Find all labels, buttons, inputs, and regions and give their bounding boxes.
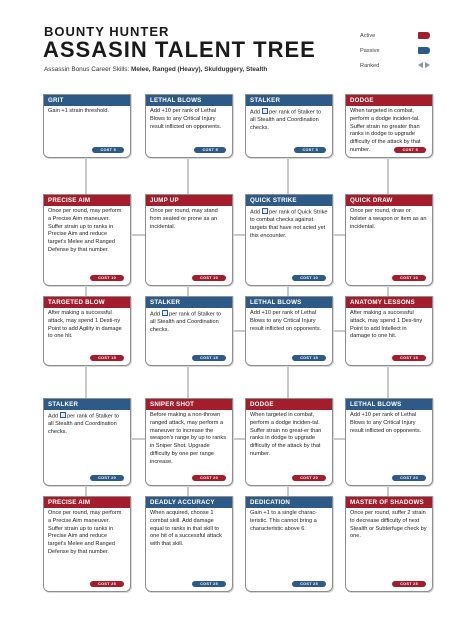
talent-cost-badge: COST 25: [392, 581, 426, 587]
talent-description: [246, 410, 332, 459]
talent-description: [146, 308, 232, 335]
talent-card-anatomy-lessons: [345, 296, 433, 366]
skills-value: Melee, Ranged (Heavy), Skulduggery, Stealth: [131, 66, 268, 73]
talent-card-stalker: [145, 296, 233, 366]
talent-description: [44, 106, 130, 116]
talent-card-dodge: [245, 398, 333, 486]
talent-cost-badge: COST 5: [92, 147, 124, 153]
connector-horizontal: [331, 234, 345, 236]
talent-card-dedication: [245, 496, 333, 592]
talent-text: Gain +1 to a single charac-teristic. This cannot bring a characteristic above 6.: [250, 510, 318, 532]
talent-title: STALKER: [44, 399, 130, 410]
connector-horizontal: [129, 438, 145, 440]
talent-text: Add +10 per rank of Lethal Blows to any Critical Injury result inflicted on opponents.: [350, 412, 422, 434]
talent-cost-badge: COST 10: [192, 275, 226, 281]
talent-title: GRIT: [44, 95, 130, 106]
talent-card-quick-draw: [345, 194, 433, 286]
connector-vertical: [387, 156, 389, 194]
talent-text: After making a successful attack, may spend 1 Desti-ny Point to add Agility in damage to one hit.: [48, 310, 122, 340]
talent-title: MASTER OF SHADOWS: [346, 497, 432, 508]
talent-text: Once per round, may perform a Precise Aim maneuver. Suffer strain up to ranks in Precise Aim and reduce target's Melee and Ranged Defense by that number.: [48, 208, 122, 254]
connector-vertical: [85, 156, 87, 194]
page-title: ASSASIN TALENT TREE: [43, 37, 316, 62]
talent-card-stalker: [245, 94, 333, 158]
talent-title: DEDICATION: [246, 497, 332, 508]
talent-text: Before making a non-thrown ranged attack, may perform a maneuver to increase the weapon's range by up to ranks in Sniper Shot. Upgrade difficulty by one per range increase.: [150, 412, 227, 465]
talent-cost-badge: COST 25: [192, 581, 226, 587]
talent-description: [246, 106, 332, 133]
talent-cost-badge: COST 20: [292, 475, 326, 481]
legend-label-active: Active: [360, 32, 376, 39]
talent-text-continued: per rank of Stalker to all Stealth and Coordination checks.: [250, 109, 321, 132]
talent-text: Once per round, may perform a Precise Aim maneuver. Suffer strain up to ranks in Precise Aim and reduce target's Melee and Ranged Defense by that number.: [48, 510, 122, 556]
connector-vertical: [287, 364, 289, 398]
talent-card-deadly-accuracy: [145, 496, 233, 592]
talent-cost-badge: COST 5: [394, 147, 426, 153]
talent-text: Add: [250, 109, 262, 116]
talent-cost-badge: COST 10: [292, 275, 326, 281]
talent-card-targeted-blow: [43, 296, 131, 366]
talent-text: Add +10 per rank of Lethal Blows to any Critical Injury result inflicted on opponents.: [150, 108, 222, 130]
talent-cost-badge: COST 5: [194, 147, 226, 153]
talent-text: Once per round, draw or holster a weapon or item as an incidental.: [350, 208, 427, 230]
connector-horizontal: [231, 438, 245, 440]
talent-text: Add +10 per rank of Lethal Blows to any Critical Injury result inflicted on opponents.: [250, 310, 322, 332]
talent-description: [44, 508, 130, 557]
talent-description: [146, 106, 232, 131]
talent-text: When acquired, choose 1 combat skill. Add damage equal to ranks in that skill to one hit of a successful attack with that skill.: [150, 510, 222, 548]
talent-card-grit: [43, 94, 131, 158]
talent-description: [346, 206, 432, 231]
talent-text-continued: per rank of Stalker to all Stealth and Coordination checks.: [48, 413, 119, 436]
talent-card-precise-aim: [43, 194, 131, 286]
talent-cost-badge: COST 25: [292, 581, 326, 587]
talent-text: Add: [250, 209, 262, 216]
talent-card-lethal-blows: [145, 94, 233, 158]
connector-horizontal: [231, 330, 245, 332]
talent-title: STALKER: [146, 297, 232, 308]
talent-title: QUICK DRAW: [346, 195, 432, 206]
talent-cost-badge: COST 15: [392, 355, 426, 361]
talent-title: SNIPER SHOT: [146, 399, 232, 410]
talent-card-lethal-blows: [345, 398, 433, 486]
talent-text: Gain +1 strain threshold.: [48, 108, 110, 114]
talent-title: QUICK STRIKE: [246, 195, 332, 206]
talent-card-quick-strike: [245, 194, 333, 286]
talent-cost-badge: COST 15: [192, 355, 226, 361]
talent-description: [246, 508, 332, 533]
talent-description: [146, 206, 232, 231]
talent-description: [346, 508, 432, 541]
connector-horizontal: [331, 330, 345, 332]
connector-horizontal: [331, 438, 345, 440]
talent-description: [44, 206, 130, 255]
talent-description: [146, 508, 232, 549]
talent-cost-badge: COST 20: [392, 475, 426, 481]
talent-text-continued: per rank of Stalker to all Stealth and Coordination checks.: [150, 311, 221, 334]
talent-text: When targeted in combat, perform a dodge inciden-tal. Suffer strain no greater than ranks in dodge to upgrade difficulty of the attack by that number.: [350, 108, 421, 154]
talent-cost-badge: COST 20: [90, 475, 124, 481]
talent-description: [44, 308, 130, 341]
talent-title: STALKER: [246, 95, 332, 106]
talent-card-stalker: [43, 398, 131, 486]
connector-vertical: [287, 156, 289, 194]
connector-vertical: [85, 364, 87, 398]
connector-vertical: [387, 364, 389, 398]
talent-cost-badge: COST 10: [90, 275, 124, 281]
talent-text: Add: [48, 413, 60, 420]
talent-description: [44, 410, 130, 437]
talent-card-precise-aim: [43, 496, 131, 592]
talent-card-master-of-shadows: [345, 496, 433, 592]
talent-text: When targeted in combat, perform a dodge inciden-tal. Suffer strain no great-er than ranks in dodge to upgrade difficulty of the attack by that number.: [250, 412, 322, 458]
talent-description: [346, 410, 432, 435]
legend-label-passive: Passive: [360, 47, 380, 54]
talent-cost-badge: COST 15: [292, 355, 326, 361]
talent-cost-badge: COST 25: [90, 581, 124, 587]
talent-cost-badge: COST 20: [192, 475, 226, 481]
legend-label-ranked: Ranked: [360, 62, 380, 69]
talent-title: JUMP UP: [146, 195, 232, 206]
talent-cost-badge: COST 15: [90, 355, 124, 361]
talent-cost-badge: COST 10: [392, 275, 426, 281]
talent-text: Add: [150, 311, 162, 318]
connector-horizontal: [129, 234, 145, 236]
talent-title: PRECISE AIM: [44, 497, 130, 508]
talent-title: LETHAL BLOWS: [146, 95, 232, 106]
talent-card-lethal-blows: [245, 296, 333, 366]
talent-text: After making a successful attack, may spend 1 Des-tiny Point to add Intellect in damage to one hit.: [350, 310, 423, 340]
talent-text-continued: per rank of Quick Strike to combat checks against targets that have not acted yet this encounter.: [250, 209, 328, 239]
talent-title: LETHAL BLOWS: [246, 297, 332, 308]
talent-text: Once per round, suffer 2 strain to decrease difficulty of next Stealth or Subterfuge check by one.: [350, 510, 427, 540]
talent-title: LETHAL BLOWS: [346, 399, 432, 410]
connector-vertical: [187, 364, 189, 398]
skills-label: Assassin Bonus Career Skills:: [44, 66, 132, 73]
talent-title: DODGE: [346, 95, 432, 106]
talent-cost-badge: COST 5: [294, 147, 326, 153]
talent-description: [246, 308, 332, 333]
talent-title: ANATOMY LESSONS: [346, 297, 432, 308]
talent-description: [346, 308, 432, 341]
connector-vertical: [187, 156, 189, 194]
talent-title: PRECISE AIM: [44, 195, 130, 206]
talent-title: TARGETED BLOW: [44, 297, 130, 308]
talent-card-jump-up: [145, 194, 233, 286]
talent-title: DODGE: [246, 399, 332, 410]
talent-card-dodge: [345, 94, 433, 158]
career-name: BOUNTY HUNTER: [44, 24, 170, 39]
talent-description: [146, 410, 232, 467]
talent-card-sniper-shot: [145, 398, 233, 486]
talent-text: Once per round, may stand from seated or prone as an incidental.: [150, 208, 218, 230]
talent-description: [246, 206, 332, 241]
connector-horizontal: [231, 234, 245, 236]
talent-title: DEADLY ACCURACY: [146, 497, 232, 508]
